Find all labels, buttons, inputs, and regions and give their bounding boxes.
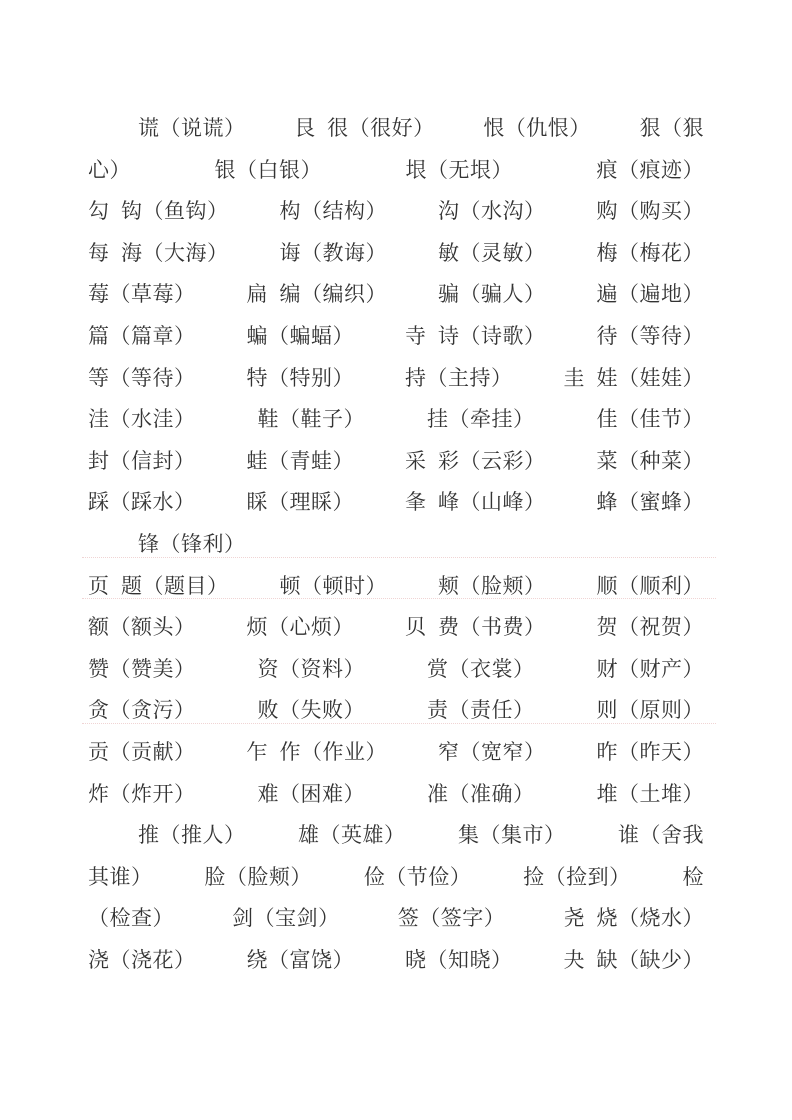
word-group: 乍 作（作业） <box>246 739 387 764</box>
word-group: 谁（舍我 <box>618 823 704 848</box>
word-group: 赏（衣裳） <box>427 656 535 681</box>
word-group: 绕（富饶） <box>246 947 354 972</box>
word-line <box>88 524 704 566</box>
word-group: 堆（土堆） <box>596 781 704 806</box>
word-group: 尧 烧（烧水） <box>563 906 704 931</box>
word-group: 挂（牵挂） <box>427 407 535 432</box>
word-line <box>88 940 704 982</box>
word-line <box>88 607 704 649</box>
word-line <box>88 274 704 316</box>
word-group: 待（等待） <box>596 323 704 348</box>
word-line <box>88 815 704 857</box>
word-group: 其谁） <box>88 864 153 889</box>
word-group: 晓（知晓） <box>405 947 513 972</box>
word-group: 炸（炸开） <box>88 781 196 806</box>
word-group: 鞋（鞋子） <box>257 407 365 432</box>
word-group: 银（白银） <box>214 157 322 182</box>
word-line <box>88 732 704 774</box>
word-group: 垠（无垠） <box>405 157 513 182</box>
word-group: 莓（草莓） <box>88 282 196 307</box>
word-group: 页 题（题目） <box>88 573 229 598</box>
word-line <box>88 399 704 441</box>
word-line <box>88 108 704 150</box>
word-group: 扁 编（编织） <box>246 282 387 307</box>
word-line <box>88 358 704 400</box>
word-group: 蛙（青蛙） <box>246 448 354 473</box>
word-group: 窄（宽窄） <box>438 739 546 764</box>
word-group: 颊（脸颊） <box>438 573 546 598</box>
word-group: 捡（捡到） <box>523 864 631 889</box>
word-group: 骗（骗人） <box>438 282 546 307</box>
word-group: 昨（昨天） <box>596 739 704 764</box>
word-group: 蝙（蝙蝠） <box>246 323 354 348</box>
word-group: 浇（浇花） <box>88 947 196 972</box>
word-group: 则（原则） <box>596 698 704 723</box>
word-group: 俭（节俭） <box>363 864 472 889</box>
word-group: 痕（痕迹） <box>596 157 704 182</box>
word-line <box>88 150 704 192</box>
word-group: 准（准确） <box>427 781 535 806</box>
word-group: 剑（宝剑） <box>232 906 340 931</box>
word-group: 每 海（大海） <box>88 240 229 265</box>
word-line <box>88 316 704 358</box>
word-group: 推（推人） <box>138 823 246 848</box>
word-group: 谎（说谎） <box>138 116 246 140</box>
word-group: 赞（赞美） <box>88 656 196 681</box>
word-group: 集（集市） <box>458 823 566 848</box>
word-group: 责（责任） <box>427 698 535 723</box>
word-line <box>88 898 704 940</box>
word-group: 财（财产） <box>596 656 704 681</box>
word-line <box>88 690 704 732</box>
word-group: 封（信封） <box>88 448 196 473</box>
word-group: 诲（教诲） <box>279 240 387 265</box>
word-group: 检 <box>682 864 704 889</box>
word-group: 洼（水洼） <box>88 407 196 432</box>
word-group: 难（困难） <box>257 781 365 806</box>
word-group: 特（特别） <box>246 365 354 390</box>
word-group: 圭 娃（娃娃） <box>563 365 704 390</box>
word-group: 脸（脸颊） <box>204 864 312 889</box>
word-group: 贪（贪污） <box>88 698 196 723</box>
word-line <box>88 649 704 691</box>
word-group: 遍（遍地） <box>596 282 704 307</box>
word-group: 睬（理睬） <box>246 490 354 515</box>
word-group: 艮 很（很好） <box>294 116 435 140</box>
word-group: 败（失败） <box>257 698 365 723</box>
word-group: 夬 缺（缺少） <box>563 947 704 972</box>
word-group: 顺（顺利） <box>596 573 704 598</box>
word-group: 雄（英雄） <box>298 823 406 848</box>
word-list <box>88 108 704 981</box>
word-group: 敏（灵敏） <box>438 240 546 265</box>
word-group: 沟（水沟） <box>438 199 546 224</box>
word-group: 踩（踩水） <box>88 490 196 515</box>
word-group: 额（额头） <box>88 615 196 640</box>
word-group: 持（主持） <box>405 365 513 390</box>
word-group: 菜（种菜） <box>596 448 704 473</box>
word-line <box>88 774 704 816</box>
word-group: 资（资料） <box>257 656 365 681</box>
word-line <box>88 857 704 899</box>
word-group: 顿（顿时） <box>279 573 387 598</box>
word-group: 蜂（蜜蜂） <box>596 490 704 515</box>
word-group: 锋（锋利） <box>138 531 246 556</box>
word-group: 篇（篇章） <box>88 323 196 348</box>
word-group: 采 彩（云彩） <box>405 448 546 473</box>
word-group: 构（结构） <box>279 199 387 224</box>
word-line <box>88 441 704 483</box>
word-line <box>88 482 704 524</box>
word-group: 购（购买） <box>596 199 704 224</box>
word-group: 等（等待） <box>88 365 196 390</box>
word-line <box>88 233 704 275</box>
word-group: 勾 钩（鱼钩） <box>88 199 229 224</box>
word-group: 烦（心烦） <box>246 615 354 640</box>
word-group: 佳（佳节） <box>596 407 704 432</box>
word-group: 签（签字） <box>397 906 506 931</box>
word-line <box>88 566 704 608</box>
word-group: 梅（梅花） <box>596 240 704 265</box>
word-group: 狠（狠 <box>639 116 704 140</box>
word-group: 心） <box>88 157 131 182</box>
word-group: （检查） <box>88 906 174 931</box>
word-group: 恨（仇恨） <box>483 116 591 140</box>
word-group: 贺（祝贺） <box>596 615 704 640</box>
word-group: 夆 峰（山峰） <box>405 490 546 515</box>
word-group: 寺 诗（诗歌） <box>405 323 546 348</box>
word-line <box>88 191 704 233</box>
word-group: 贡（贡献） <box>88 739 196 764</box>
word-group: 贝 费（书费） <box>405 615 546 640</box>
